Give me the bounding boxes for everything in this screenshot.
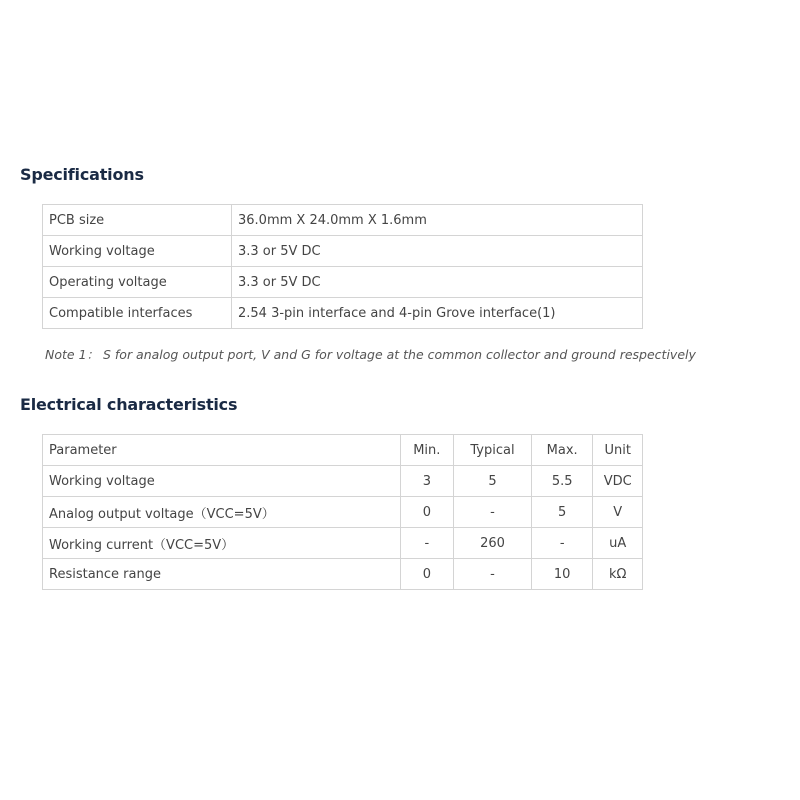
spec-key: Operating voltage bbox=[43, 267, 232, 298]
table-row bbox=[43, 497, 643, 528]
table-row bbox=[43, 466, 643, 497]
cell-min: 3 bbox=[400, 466, 454, 497]
cell-typical: 260 bbox=[454, 528, 532, 559]
cell-unit: V bbox=[593, 497, 643, 528]
specifications-table bbox=[42, 204, 643, 329]
cell-parameter: Working current（VCC=5V） bbox=[43, 528, 401, 559]
cell-parameter: Working voltage bbox=[43, 466, 401, 497]
footnote: Note 1： S for analog output port, V and G for voltage at the common collector and ground respectively bbox=[45, 347, 696, 362]
table-row bbox=[43, 267, 643, 298]
spec-value: 36.0mm X 24.0mm X 1.6mm bbox=[232, 205, 643, 236]
table-row bbox=[43, 528, 643, 559]
cell-parameter: Analog output voltage（VCC=5V） bbox=[43, 497, 401, 528]
spec-value: 2.54 3-pin interface and 4-pin Grove interface(1) bbox=[232, 298, 643, 329]
electrical-table bbox=[42, 434, 643, 590]
cell-max: 5.5 bbox=[531, 466, 593, 497]
cell-parameter: Resistance range bbox=[43, 559, 401, 590]
cell-unit: kΩ bbox=[593, 559, 643, 590]
cell-unit: VDC bbox=[593, 466, 643, 497]
electrical-heading: Electrical characteristics bbox=[20, 395, 238, 414]
cell-max: - bbox=[531, 528, 593, 559]
table-row bbox=[43, 559, 643, 590]
header-unit: Unit bbox=[593, 435, 643, 466]
cell-typical: 5 bbox=[454, 466, 532, 497]
header-max: Max. bbox=[531, 435, 593, 466]
cell-min: - bbox=[400, 528, 454, 559]
specifications-heading: Specifications bbox=[20, 165, 144, 184]
spec-value: 3.3 or 5V DC bbox=[232, 267, 643, 298]
cell-min: 0 bbox=[400, 497, 454, 528]
cell-unit: uA bbox=[593, 528, 643, 559]
cell-max: 10 bbox=[531, 559, 593, 590]
table-row bbox=[43, 298, 643, 329]
spec-key: Compatible interfaces bbox=[43, 298, 232, 329]
cell-max: 5 bbox=[531, 497, 593, 528]
cell-min: 0 bbox=[400, 559, 454, 590]
table-header-row bbox=[43, 435, 643, 466]
spec-key: Working voltage bbox=[43, 236, 232, 267]
spec-value: 3.3 or 5V DC bbox=[232, 236, 643, 267]
header-parameter: Parameter bbox=[43, 435, 401, 466]
header-min: Min. bbox=[400, 435, 454, 466]
header-typical: Typical bbox=[454, 435, 532, 466]
table-row bbox=[43, 205, 643, 236]
cell-typical: - bbox=[454, 497, 532, 528]
table-row bbox=[43, 236, 643, 267]
spec-key: PCB size bbox=[43, 205, 232, 236]
cell-typical: - bbox=[454, 559, 532, 590]
